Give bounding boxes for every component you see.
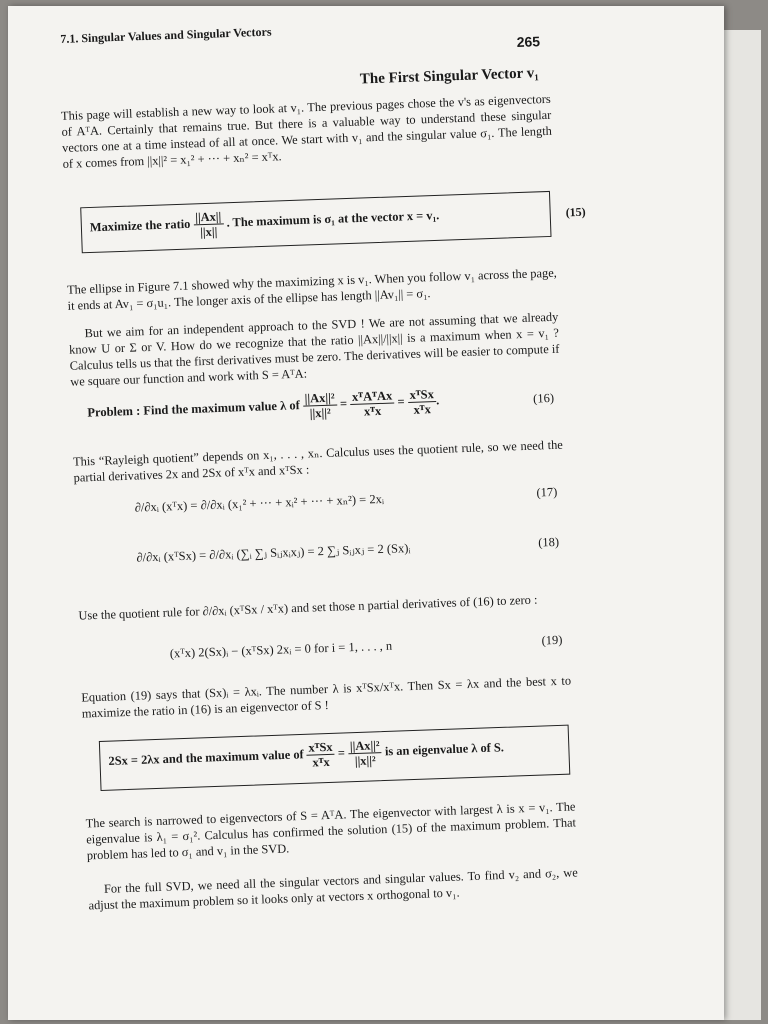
page-content bbox=[58, 13, 586, 913]
paragraph-full-svd: For the full SVD, we need all the singular vectors and singular values. To find v₂ and σ₂, we adjust the maximum problem so it looks only at vectors x orthogonal to v₁. bbox=[88, 865, 578, 913]
box2-frac-1-num: xᵀSx bbox=[306, 740, 335, 756]
equation-18: ∂/∂xᵢ (xᵀSx) = ∂/∂xᵢ (∑ᵢ ∑ⱼ Sᵢⱼxᵢxⱼ) = 2 ∑ⱼ Sᵢⱼxⱼ = 2 (Sx)ᵢ bbox=[136, 541, 411, 565]
box2-frac-1 bbox=[306, 740, 335, 770]
paragraph-rayleigh: This “Rayleigh quotient” depends on x₁, . . . , xₙ. Calculus uses the quotient rule, so we need the partial derivatives 2x and 2Sx of xᵀx and xᵀSx : bbox=[72, 437, 564, 485]
problem-frac-1 bbox=[302, 391, 337, 421]
section-title: The First Singular Vector v₁ bbox=[359, 65, 540, 88]
eq-number-17: (17) bbox=[536, 484, 558, 500]
paragraph-approach: But we aim for an independent approach to the SVD ! We are not assuming that we already know U or Σ or V. How do we recognize that the ratio ||Ax||/||x|| is a maximum when x = v₁ ? Calculus tells us that the first derivatives must be zero. The derivatives will be easier to compute if we square our function and work with S = AᵀA: bbox=[68, 309, 560, 389]
problem-frac-2-num: xᵀAᵀAx bbox=[350, 388, 395, 405]
paragraph-search: The search is narrowed to eigenvectors of S = AᵀA. The eigenvector with largest λ is x = v₁. The eigenvalue is λ₁ = σ₁². Calculus has confirmed the solution (15) of the maximum problem. That problem has led to σ₁ and v₁ in the SVD. bbox=[85, 799, 577, 863]
paragraph-quotient-rule: Use the quotient rule for ∂/∂xᵢ (xᵀSx / xᵀx) and set those n partial derivatives of (16) to zero : bbox=[78, 592, 538, 623]
paragraph-ellipse: The ellipse in Figure 7.1 showed why the maximizing x is v₁. When you follow v₁ across the page, it ends at Av₁ = σ₁u₁. The longer axis of the ellipse has length ||Av₁|| = σ₁. bbox=[66, 265, 558, 313]
box2-frac-2-den: ||x||² bbox=[354, 753, 376, 769]
box2-frac-2 bbox=[348, 738, 383, 768]
problem-16: Problem : Find the maximum value λ of $\frac{\text{||Ax||²}}{\text{||x||²}}$ = $\frac{\text{xᵀAᵀAx}}{\text{xᵀx}}$ = $\frac{\text{xᵀSx}}{\text{xᵀx}}$ . bbox=[87, 387, 440, 421]
box1-den: ||x|| bbox=[199, 224, 218, 240]
problem-frac-2 bbox=[350, 388, 395, 419]
problem-frac-3-den: xᵀx bbox=[413, 402, 432, 417]
problem-frac-3 bbox=[407, 387, 436, 417]
paragraph-intro: This page will establish a new way to look at v₁. The previous pages chose the v's as eigenvectors of AᵀA. Certainly that remains true. But there is a valuable way to understand these singular vectors one at a time instead of all at once. We start with v₁ and the singular value σ₁. The length of x comes from ||x||² = x₁² + ··· + xₙ² = xᵀx. bbox=[60, 91, 553, 171]
problem-frac-1-den: ||x||² bbox=[309, 405, 331, 421]
box1-fraction bbox=[193, 209, 224, 239]
box1-tail: . The maximum is σ₁ at the vector x = v₁. bbox=[226, 208, 440, 230]
problem-frac-2-den: xᵀx bbox=[363, 403, 382, 419]
eq-number-18: (18) bbox=[537, 534, 560, 550]
problem-frac-3-num: xᵀSx bbox=[407, 387, 436, 403]
book-page bbox=[8, 6, 724, 1020]
problem-frac-1-num: ||Ax||² bbox=[302, 391, 337, 407]
box2-frac-2-num: ||Ax||² bbox=[348, 738, 382, 754]
equation-19: (xᵀx) 2(Sx)ᵢ − (xᵀSx) 2xᵢ = 0 for i = 1, . . . , n bbox=[169, 638, 393, 661]
equation-17: ∂/∂xᵢ (xᵀx) = ∂/∂xᵢ (x₁² + ··· + xᵢ² + ··· + xₙ²) = 2xᵢ bbox=[134, 491, 385, 515]
box1-lead: Maximize the ratio bbox=[89, 216, 191, 235]
eq-number-15: (15) bbox=[565, 204, 586, 220]
boxed-statement-15 bbox=[80, 191, 586, 253]
box2-tail: is an eigenvalue λ of S. bbox=[384, 740, 505, 759]
paragraph-equation-19: Equation (19) says that (Sx)ᵢ = λxᵢ. The number λ is xᵀSx/xᵀx. Then Sx = λx and the best x to maximize the ratio in (16) is an eigenvector of S ! bbox=[81, 673, 572, 721]
problem-lead: Problem : Find the maximum value λ of bbox=[87, 398, 300, 420]
box1-num: ||Ax|| bbox=[193, 209, 224, 225]
page-number: 265 bbox=[516, 33, 541, 50]
box2-frac-1-den: xᵀx bbox=[312, 754, 330, 770]
eq-number-16: (16) bbox=[532, 390, 555, 406]
boxed-statement-eigenvalue: 2Sx = 2λx and the maximum value of $\frac{\text{xᵀSx}}{\text{xᵀx}}$ = $\frac{\text{||Ax||²}}{\text{||x||²}}$ is an eigenvalue λ of S. bbox=[99, 725, 570, 791]
box2-lead: 2Sx = 2λx and the maximum value of bbox=[108, 747, 304, 769]
running-head: 7.1. Singular Values and Singular Vectors bbox=[60, 24, 272, 46]
eq-number-19: (19) bbox=[541, 632, 563, 648]
